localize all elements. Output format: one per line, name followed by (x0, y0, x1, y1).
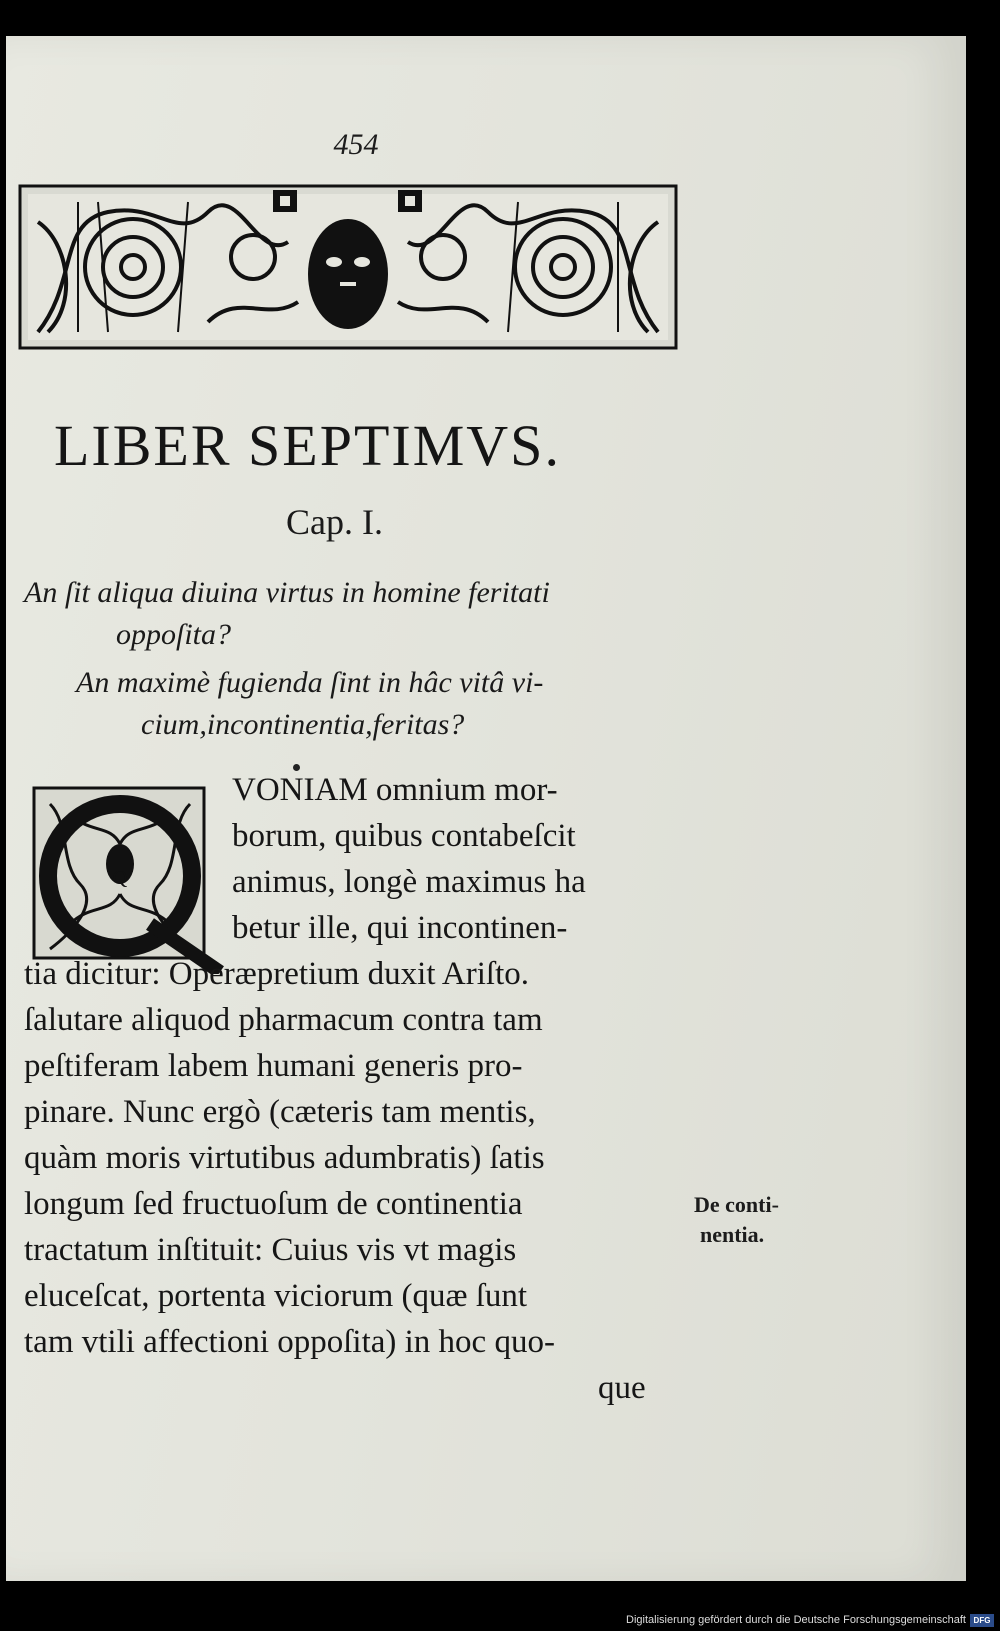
decorated-initial (30, 784, 225, 974)
question-line: oppoſita? (116, 618, 232, 651)
footer-credit: Digitalisierung gefördert durch die Deutsche Forschungsgemeinschaft (0, 1609, 1000, 1631)
question-line: An ſit aliqua diuina virtus in homine feritati (24, 576, 550, 609)
book-page (6, 36, 966, 1581)
body-line: borum, quibus contabeſcit (232, 818, 576, 854)
chapter-heading: Cap. I. (286, 502, 383, 542)
dfg-logo: DFG (970, 1614, 994, 1627)
woodcut-headpiece (18, 182, 678, 352)
marginal-note: nentia. (700, 1222, 765, 1247)
body-line: pinare. Nunc ergò (cæteris tam mentis, (24, 1094, 536, 1130)
body-line: tractatum inſtituit: Cuius vis vt magis (24, 1232, 517, 1268)
body-line: eluceſcat, portenta viciorum (quæ ſunt (24, 1278, 528, 1314)
body-line: tia dicitur: Operæpretium duxit Ariſto. (24, 956, 530, 992)
body-line: VONIAM omnium mor- (232, 772, 558, 808)
body-line: animus, longè maximus ha (232, 864, 586, 900)
body-line: quàm moris virtutibus adumbratis) ſatis (24, 1140, 545, 1176)
body-line: ſalutare aliquod pharmacum contra tam (24, 1002, 543, 1038)
body-line: peſtiferam labem humani generis pro- (24, 1048, 523, 1084)
book-title: LIBER SEPTIMVS. (54, 413, 561, 478)
body-line: longum ſed fructuoſum de continentia (24, 1186, 523, 1222)
printer-dot (293, 764, 300, 771)
question-line: cium,incontinentia,feritas? (141, 708, 465, 741)
marginal-note: De conti- (694, 1192, 779, 1217)
catchword: que (598, 1370, 646, 1406)
body-line: tam vtili affectioni oppoſita) in hoc quo- (24, 1324, 555, 1360)
page-number: 454 (333, 128, 379, 161)
body-line: betur ille, qui incontinen- (232, 910, 568, 946)
initial-letter: Q (112, 867, 128, 889)
question-line: An maximè fugienda ſint in hâc vitâ vi- (76, 666, 544, 699)
